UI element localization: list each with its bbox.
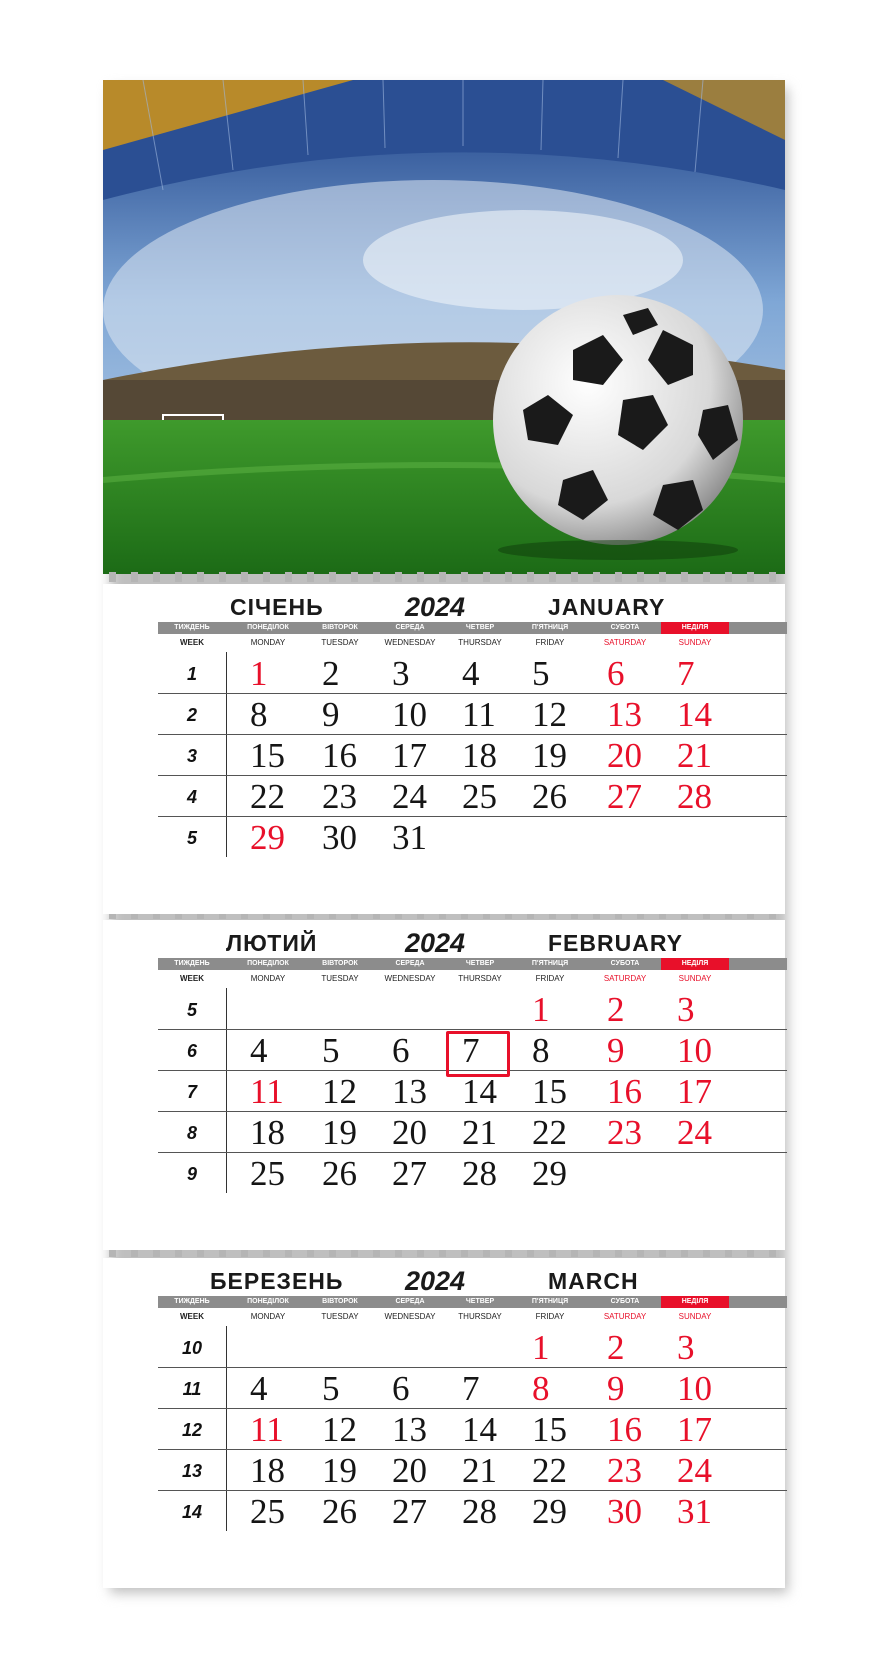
month-name-ua: ЛЮТИЙ: [226, 930, 318, 956]
week-number: 10: [181, 1338, 203, 1358]
weekday-header-2: СЕРЕДА: [395, 624, 425, 631]
day-cell[interactable]: 27: [607, 777, 642, 816]
weekday-header-0: ПОНЕДІЛОК: [247, 1298, 289, 1305]
week-number: 2: [186, 705, 197, 725]
weekday-header-en-3: THURSDAY: [458, 974, 502, 983]
month-name-en: FEBRUARY: [548, 930, 683, 956]
day-cell[interactable]: 26: [322, 1492, 357, 1531]
day-cell[interactable]: 18: [250, 1113, 285, 1152]
weekday-header-en-6: SUNDAY: [678, 974, 712, 983]
day-cell[interactable]: 2: [607, 990, 625, 1029]
day-cell[interactable]: 18: [250, 1451, 285, 1490]
day-cell[interactable]: 20: [392, 1451, 427, 1490]
day-cell[interactable]: 25: [250, 1154, 285, 1193]
day-cell[interactable]: 17: [677, 1072, 712, 1111]
month-name-ua: СІЧЕНЬ: [230, 594, 324, 620]
day-cell[interactable]: 16: [607, 1410, 642, 1449]
month-name-en: JANUARY: [548, 594, 666, 620]
day-cell[interactable]: 8: [532, 1031, 550, 1070]
weekday-header-en-0: MONDAY: [250, 1312, 286, 1321]
day-cell[interactable]: 24: [392, 777, 427, 816]
row-divider: [158, 816, 787, 817]
weekday-header-en-4: FRIDAY: [535, 1312, 565, 1321]
month-year: 2024: [405, 1266, 466, 1296]
weekday-header-en-0: MONDAY: [250, 974, 286, 983]
day-cell[interactable]: 30: [322, 818, 357, 857]
weekday-header-3: ЧЕТВЕР: [465, 624, 495, 631]
row-divider: [158, 693, 787, 694]
day-cell[interactable]: 1: [250, 654, 268, 693]
weekday-header-en-5: SATURDAY: [603, 1312, 647, 1321]
row-divider: [158, 1408, 787, 1409]
weekday-header-bar: [158, 958, 787, 970]
week-header-ua: ТИЖДЕНЬ: [174, 960, 210, 967]
day-cell[interactable]: 23: [607, 1113, 642, 1152]
weekday-header-2: СЕРЕДА: [395, 960, 425, 967]
week-number: 11: [182, 1379, 202, 1399]
weekday-header-0: ПОНЕДІЛОК: [247, 960, 289, 967]
day-cell[interactable]: 24: [677, 1451, 712, 1490]
weekday-header-en-1: TUESDAY: [321, 1312, 359, 1321]
day-cell[interactable]: 14: [462, 1410, 497, 1449]
day-cell[interactable]: 24: [677, 1113, 712, 1152]
week-number: 7: [186, 1082, 197, 1102]
week-number: 5: [186, 828, 197, 848]
day-cell[interactable]: 26: [322, 1154, 357, 1193]
day-cell[interactable]: 14: [677, 695, 712, 734]
weekday-header-1: ВІВТОРОК: [322, 624, 358, 631]
day-cell[interactable]: 6: [607, 654, 625, 693]
day-cell[interactable]: 11: [250, 1410, 284, 1449]
day-cell[interactable]: 9: [607, 1031, 625, 1070]
day-cell[interactable]: 20: [392, 1113, 427, 1152]
day-cell[interactable]: 5: [532, 654, 550, 693]
day-cell[interactable]: 28: [462, 1154, 497, 1193]
day-cell[interactable]: 28: [462, 1492, 497, 1531]
day-cell[interactable]: 27: [392, 1492, 427, 1531]
row-divider: [158, 1111, 787, 1112]
week-number: 9: [186, 1164, 197, 1184]
current-day-highlight: [446, 1031, 510, 1077]
day-cell[interactable]: 1: [532, 1328, 550, 1367]
day-cell[interactable]: 11: [250, 1072, 284, 1111]
day-cell[interactable]: 13: [392, 1410, 427, 1449]
day-cell[interactable]: 22: [250, 777, 285, 816]
day-cell[interactable]: 3: [677, 1328, 695, 1367]
weekday-header-6: НЕДІЛЯ: [661, 622, 729, 634]
day-cell[interactable]: 12: [322, 1072, 357, 1111]
day-cell[interactable]: 4: [250, 1369, 268, 1408]
day-cell[interactable]: 22: [532, 1113, 567, 1152]
day-cell[interactable]: 10: [677, 1031, 712, 1070]
day-cell[interactable]: 17: [392, 736, 427, 775]
day-cell[interactable]: 2: [322, 654, 340, 693]
week-header-en: WEEK: [180, 1312, 204, 1321]
weekday-header-3: ЧЕТВЕР: [465, 960, 495, 967]
month-name-ua: БЕРЕЗЕНЬ: [210, 1268, 344, 1294]
week-number: 14: [181, 1502, 203, 1522]
day-cell[interactable]: 19: [322, 1113, 357, 1152]
day-cell[interactable]: 31: [392, 818, 427, 857]
week-header-en: WEEK: [180, 974, 204, 983]
day-cell[interactable]: 3: [677, 990, 695, 1029]
day-cell[interactable]: 25: [462, 777, 497, 816]
weekday-header-bar: [158, 622, 787, 634]
day-cell[interactable]: 21: [462, 1113, 497, 1152]
weekday-header-5: СУБОТА: [610, 960, 640, 967]
weekday-header-en-2: WEDNESDAY: [384, 974, 436, 983]
weekday-header-en-6: SUNDAY: [678, 638, 712, 647]
weekday-header-en-4: FRIDAY: [535, 974, 565, 983]
stadium-photo: [103, 80, 785, 574]
day-cell[interactable]: 5: [322, 1369, 340, 1408]
month-year: 2024: [405, 592, 466, 622]
week-column-divider: [226, 988, 227, 1193]
day-cell[interactable]: 18: [462, 736, 497, 775]
row-divider: [158, 1490, 787, 1491]
day-cell[interactable]: 19: [322, 1451, 357, 1490]
day-cell[interactable]: 25: [250, 1492, 285, 1531]
weekday-header-en-0: MONDAY: [250, 638, 286, 647]
spiral-binding-top: [103, 566, 785, 586]
day-cell[interactable]: 4: [462, 654, 480, 693]
day-cell[interactable]: 3: [392, 654, 410, 693]
weekday-header-en-2: WEDNESDAY: [384, 1312, 436, 1321]
week-number: 1: [186, 664, 197, 684]
weekday-header-4: П'ЯТНИЦЯ: [531, 624, 569, 631]
weekday-header-en-3: THURSDAY: [458, 638, 502, 647]
week-number: 8: [186, 1123, 197, 1143]
day-cell[interactable]: 8: [250, 695, 268, 734]
day-cell[interactable]: 21: [677, 736, 712, 775]
weekday-header-5: СУБОТА: [610, 1298, 640, 1305]
day-cell[interactable]: 29: [250, 818, 285, 857]
day-cell[interactable]: 16: [607, 1072, 642, 1111]
day-cell[interactable]: 15: [532, 1072, 567, 1111]
weekday-header-en-5: SATURDAY: [603, 974, 647, 983]
weekday-header-en-4: FRIDAY: [535, 638, 565, 647]
weekday-header-en-1: TUESDAY: [321, 638, 359, 647]
day-cell[interactable]: 12: [532, 695, 567, 734]
weekday-header-5: СУБОТА: [610, 624, 640, 631]
day-cell[interactable]: 29: [532, 1154, 567, 1193]
weekday-header-en-3: THURSDAY: [458, 1312, 502, 1321]
day-cell[interactable]: 13: [392, 1072, 427, 1111]
day-cell[interactable]: 2: [607, 1328, 625, 1367]
weekday-header-en-6: SUNDAY: [678, 1312, 712, 1321]
row-divider: [158, 1029, 787, 1030]
weekday-header-0: ПОНЕДІЛОК: [247, 624, 289, 631]
week-number: 5: [186, 1000, 197, 1020]
row-divider: [158, 1367, 787, 1368]
day-cell[interactable]: 29: [532, 1492, 567, 1531]
day-cell[interactable]: 7: [462, 1369, 480, 1408]
day-cell[interactable]: 26: [532, 777, 567, 816]
week-number: 4: [186, 787, 197, 807]
weekday-header-4: П'ЯТНИЦЯ: [531, 960, 569, 967]
month-year: 2024: [405, 928, 466, 958]
day-cell[interactable]: 6: [392, 1031, 410, 1070]
weekday-header-1: ВІВТОРОК: [322, 960, 358, 967]
weekday-header-4: П'ЯТНИЦЯ: [531, 1298, 569, 1305]
day-cell[interactable]: 12: [322, 1410, 357, 1449]
day-cell[interactable]: 23: [322, 777, 357, 816]
soccer-ball-stadium-illustration: [103, 80, 785, 574]
day-cell[interactable]: 7: [462, 1031, 480, 1070]
row-divider: [158, 1152, 787, 1153]
day-cell[interactable]: 8: [532, 1369, 550, 1408]
day-cell[interactable]: 1: [532, 990, 550, 1029]
spiral-rings: [103, 566, 785, 586]
weekday-header-en-2: WEDNESDAY: [384, 638, 436, 647]
day-cell[interactable]: 20: [607, 736, 642, 775]
day-cell[interactable]: 28: [677, 777, 712, 816]
day-cell[interactable]: 13: [607, 695, 642, 734]
weekday-header-1: ВІВТОРОК: [322, 1298, 358, 1305]
weekday-header-6: НЕДІЛЯ: [661, 1296, 729, 1308]
week-number: 3: [186, 746, 197, 766]
day-cell[interactable]: 5: [322, 1031, 340, 1070]
row-divider: [158, 1449, 787, 1450]
day-cell[interactable]: 4: [250, 1031, 268, 1070]
weekday-header-en-5: SATURDAY: [603, 638, 647, 647]
row-divider: [158, 734, 787, 735]
weekday-header-bar: [158, 1296, 787, 1308]
row-divider: [158, 775, 787, 776]
day-cell[interactable]: 9: [322, 695, 340, 734]
day-cell[interactable]: 9: [607, 1369, 625, 1408]
day-cell[interactable]: 23: [607, 1451, 642, 1490]
week-header-ua: ТИЖДЕНЬ: [174, 624, 210, 631]
weekday-header-6: НЕДІЛЯ: [661, 958, 729, 970]
week-number: 6: [186, 1041, 197, 1061]
day-cell[interactable]: 19: [532, 736, 567, 775]
day-cell[interactable]: 30: [607, 1492, 642, 1531]
weekday-header-2: СЕРЕДА: [395, 1298, 425, 1305]
day-cell[interactable]: 27: [392, 1154, 427, 1193]
day-cell[interactable]: 11: [462, 695, 496, 734]
day-cell[interactable]: 22: [532, 1451, 567, 1490]
day-cell[interactable]: 14: [462, 1072, 497, 1111]
day-cell[interactable]: 17: [677, 1410, 712, 1449]
day-cell[interactable]: 21: [462, 1451, 497, 1490]
week-number: 12: [181, 1420, 203, 1440]
day-cell[interactable]: 10: [677, 1369, 712, 1408]
day-cell[interactable]: 15: [250, 736, 285, 775]
week-column-divider: [226, 652, 227, 857]
day-cell[interactable]: 7: [677, 654, 695, 693]
week-header-ua: ТИЖДЕНЬ: [174, 1298, 210, 1305]
day-cell[interactable]: 31: [677, 1492, 712, 1531]
day-cell[interactable]: 16: [322, 736, 357, 775]
month-name-en: MARCH: [548, 1268, 639, 1294]
week-column-divider: [226, 1326, 227, 1531]
week-header-en: WEEK: [180, 638, 204, 647]
weekday-header-3: ЧЕТВЕР: [465, 1298, 495, 1305]
weekday-header-en-1: TUESDAY: [321, 974, 359, 983]
day-cell[interactable]: 15: [532, 1410, 567, 1449]
day-cell[interactable]: 6: [392, 1369, 410, 1408]
day-cell[interactable]: 10: [392, 695, 427, 734]
week-number: 13: [181, 1461, 203, 1481]
